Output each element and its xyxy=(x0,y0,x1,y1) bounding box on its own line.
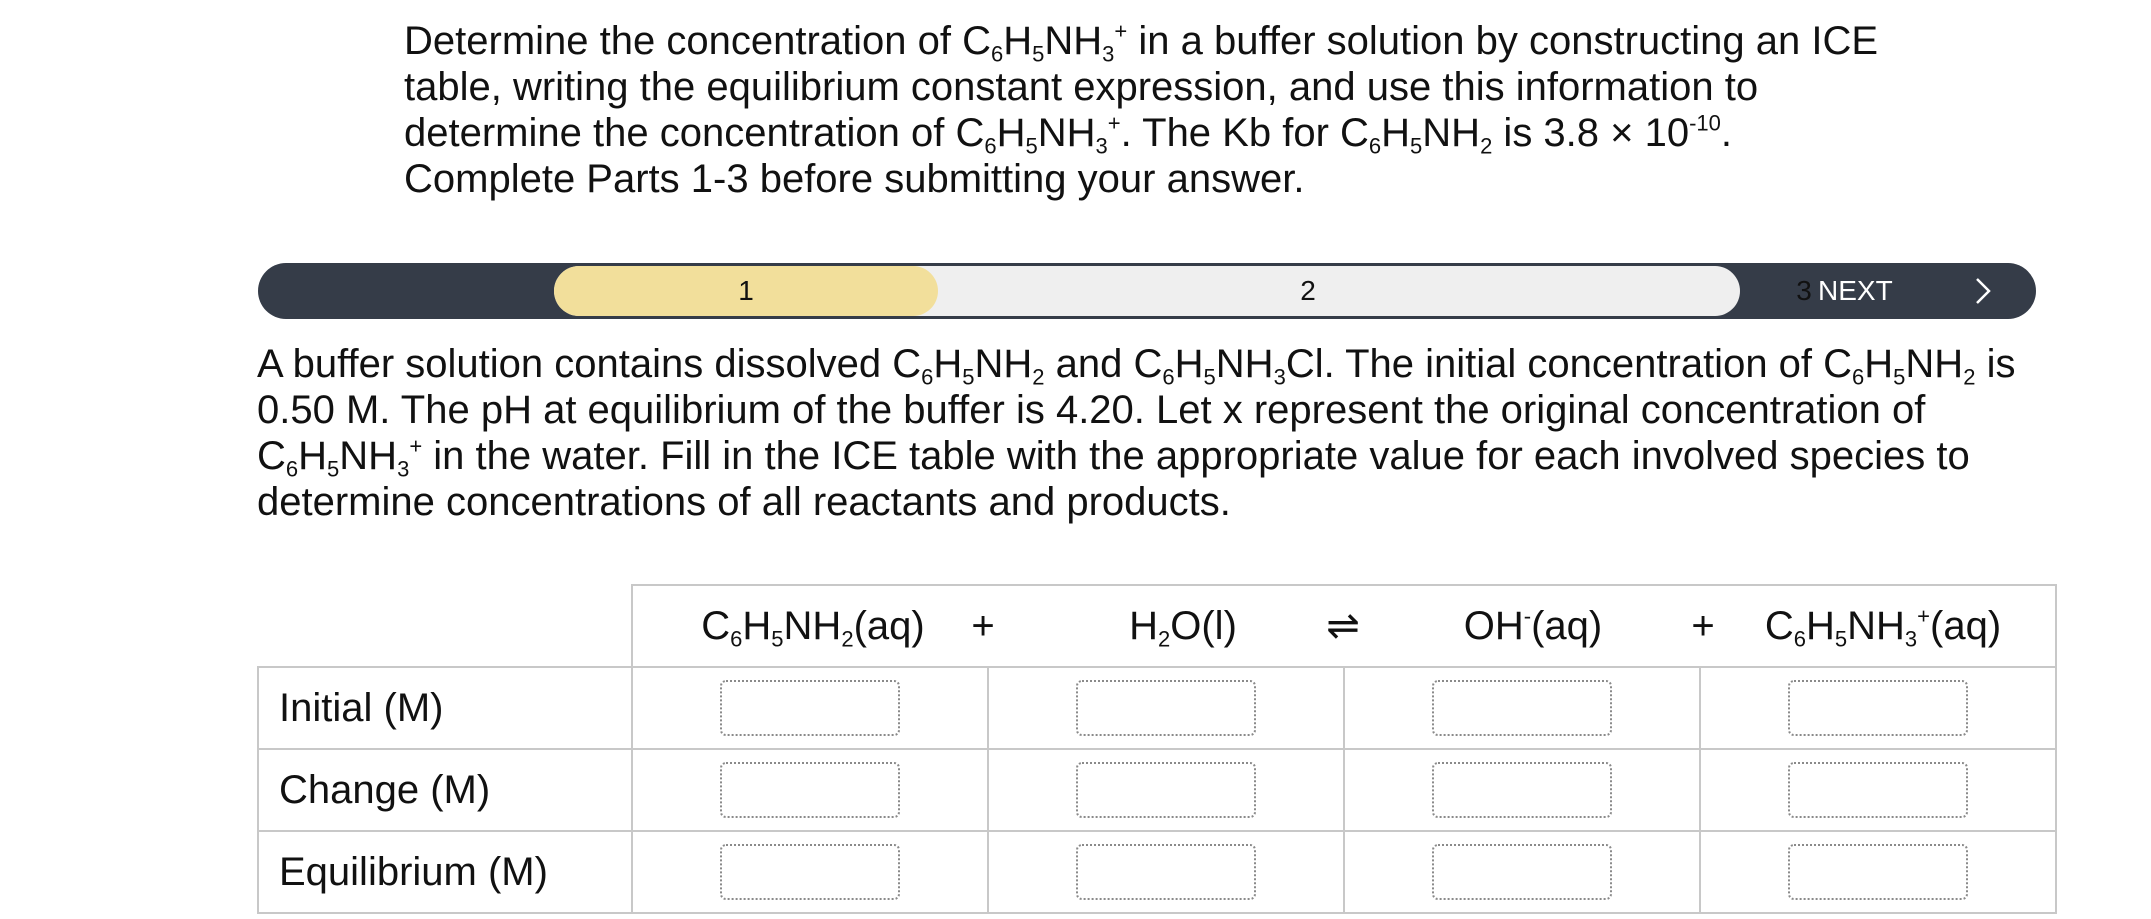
text: NH xyxy=(1847,604,1905,648)
species-hydroxide xyxy=(1443,586,1623,666)
ice-cell xyxy=(1700,667,2056,749)
change-hydroxide-input[interactable] xyxy=(1432,762,1612,818)
step-1-tab[interactable]: 1 xyxy=(554,266,938,316)
subscript: 6 xyxy=(1793,626,1806,652)
chevron-right-icon xyxy=(1974,277,1992,305)
text: H xyxy=(1129,604,1158,648)
ice-cell xyxy=(988,667,1344,749)
text: . xyxy=(1720,111,1733,155)
ice-cell xyxy=(988,831,1344,913)
text: NH xyxy=(1422,111,1481,155)
instructions-line-1 xyxy=(257,341,2057,390)
subscript: 2 xyxy=(1032,364,1045,390)
subscript: 3 xyxy=(1102,41,1115,67)
text: NH xyxy=(1215,342,1274,386)
step-3-tab[interactable]: 3 xyxy=(1796,275,1812,306)
subscript: 2 xyxy=(841,626,854,652)
ice-cell xyxy=(988,749,1344,831)
next-label: NEXT xyxy=(1818,275,1893,306)
subscript: 5 xyxy=(1893,364,1906,390)
ice-cell xyxy=(1344,749,1700,831)
step-navigation-bar xyxy=(258,263,2036,319)
plus-sign-1: + xyxy=(971,604,995,648)
subscript: 6 xyxy=(730,626,743,652)
text: C xyxy=(257,434,286,478)
text: Determine the concentration of C xyxy=(404,19,991,63)
ice-row-change xyxy=(258,749,2056,831)
equilibrium-arrow-icon: ⇌ xyxy=(1326,604,1360,648)
subscript: 5 xyxy=(771,626,784,652)
ice-cell xyxy=(632,749,988,831)
instructions-line-3 xyxy=(257,433,2057,482)
ice-cell xyxy=(632,831,988,913)
text: and C xyxy=(1044,342,1163,386)
text: NH xyxy=(974,342,1033,386)
text: C xyxy=(701,604,731,648)
blank-corner-cell xyxy=(258,585,632,667)
subscript: 6 xyxy=(1162,364,1175,390)
subscript: 6 xyxy=(990,41,1004,67)
question-line-2: table, writing the equilibrium constant expression, and use this information to xyxy=(404,65,1759,109)
ice-row-equilibrium xyxy=(258,831,2056,913)
subscript: 3 xyxy=(397,456,410,482)
text: . The Kb for C xyxy=(1120,111,1369,155)
subscript: 6 xyxy=(285,456,299,482)
step-2-tab[interactable]: 2 xyxy=(1300,275,1316,306)
text: H xyxy=(1174,342,1204,386)
subscript: 6 xyxy=(921,364,934,390)
subscript: 2 xyxy=(1158,626,1171,652)
superscript: + xyxy=(409,433,423,459)
text: A buffer solution contains dissolved C xyxy=(257,342,922,386)
instructions-line-4: determine concentrations of all reactants and products. xyxy=(257,480,1231,524)
text: O(l) xyxy=(1170,604,1237,648)
text: H xyxy=(933,342,963,386)
part-instructions xyxy=(257,341,2057,525)
text: H xyxy=(298,434,328,478)
superscript: - xyxy=(1523,603,1532,629)
subscript: 6 xyxy=(1368,133,1382,159)
text: in the water. Fill in the ICE table with the appropriate value for each involved species to xyxy=(422,434,1970,478)
subscript: 6 xyxy=(1852,364,1865,390)
text: C xyxy=(1764,604,1794,648)
species-anilinium xyxy=(1743,586,2023,666)
equilibrium-anilineh-input[interactable] xyxy=(720,844,900,900)
subscript: 6 xyxy=(984,133,997,159)
text: H xyxy=(996,111,1026,155)
subscript: 3 xyxy=(1095,133,1108,159)
instructions-line-2: 0.50 M. The pH at equilibrium of the buffer is 4.20. Let x represent the original concentration of xyxy=(257,388,1926,432)
text: H xyxy=(742,604,772,648)
ice-cell xyxy=(632,667,988,749)
reaction-equation xyxy=(632,585,2056,667)
text: NH xyxy=(339,434,398,478)
text: NH xyxy=(783,604,842,648)
equation-header-row xyxy=(258,585,2056,667)
superscript: + xyxy=(1114,18,1128,44)
equilibrium-hydroxide-input[interactable] xyxy=(1432,844,1612,900)
text: H xyxy=(1003,19,1033,63)
text: . The initial concentration of C xyxy=(1323,342,1853,386)
text: H xyxy=(1381,111,1411,155)
subscript: 2 xyxy=(1480,133,1493,159)
change-water-input[interactable] xyxy=(1076,762,1256,818)
ice-row-initial xyxy=(258,667,2056,749)
ice-cell xyxy=(1700,749,2056,831)
kb-value: is 3.8 × 10 xyxy=(1492,111,1690,155)
superscript: + xyxy=(1917,603,1931,629)
next-button[interactable] xyxy=(1818,263,2036,319)
subscript: 5 xyxy=(1032,41,1045,67)
subscript: 5 xyxy=(962,364,975,390)
text: (aq) xyxy=(1930,604,2002,648)
ice-table xyxy=(257,584,2057,914)
text: OH xyxy=(1463,604,1524,648)
subscript: 5 xyxy=(327,456,340,482)
text: Cl xyxy=(1285,342,1324,386)
subscript: 5 xyxy=(1025,133,1038,159)
text: (aq) xyxy=(1531,604,1603,648)
subscript: 5 xyxy=(1203,364,1216,390)
plus-sign-2: + xyxy=(1691,604,1715,648)
text: NH xyxy=(1044,19,1103,63)
row-label-equilibrium: Equilibrium (M) xyxy=(258,831,632,913)
text: H xyxy=(1805,604,1835,648)
subscript: 3 xyxy=(1904,626,1918,652)
subscript: 5 xyxy=(1834,626,1848,652)
equilibrium-water-input[interactable] xyxy=(1076,844,1256,900)
ice-cell xyxy=(1344,667,1700,749)
text: H xyxy=(1864,342,1894,386)
change-anilinium-input[interactable] xyxy=(1788,762,1968,818)
initial-anilineh-input[interactable] xyxy=(720,680,900,736)
row-label-initial: Initial (M) xyxy=(258,667,632,749)
kb-exponent: -10 xyxy=(1689,110,1721,136)
initial-anilinium-input[interactable] xyxy=(1788,680,1968,736)
species-anilineh xyxy=(683,586,943,666)
subscript: 5 xyxy=(1410,133,1423,159)
change-anilineh-input[interactable] xyxy=(720,762,900,818)
text: NH xyxy=(1037,111,1096,155)
initial-hydroxide-input[interactable] xyxy=(1432,680,1612,736)
text: is xyxy=(1975,342,2016,386)
species-water xyxy=(1093,586,1273,666)
question-prompt xyxy=(404,18,1924,202)
question-line-4: Complete Parts 1-3 before submitting your answer. xyxy=(404,157,1305,201)
question-line-3 xyxy=(404,110,1924,159)
equilibrium-anilinium-input[interactable] xyxy=(1788,844,1968,900)
ice-cell xyxy=(1344,831,1700,913)
initial-water-input[interactable] xyxy=(1076,680,1256,736)
text: determine the concentration of C xyxy=(404,111,985,155)
row-label-change: Change (M) xyxy=(258,749,632,831)
text: (aq) xyxy=(853,604,925,648)
ice-cell xyxy=(1700,831,2056,913)
text: in a buffer solution by constructing an ICE xyxy=(1127,19,1879,63)
subscript: 3 xyxy=(1273,364,1286,390)
superscript: + xyxy=(1107,110,1121,136)
text: NH xyxy=(1905,342,1964,386)
subscript: 2 xyxy=(1963,364,1976,390)
question-line-1 xyxy=(404,18,1924,67)
